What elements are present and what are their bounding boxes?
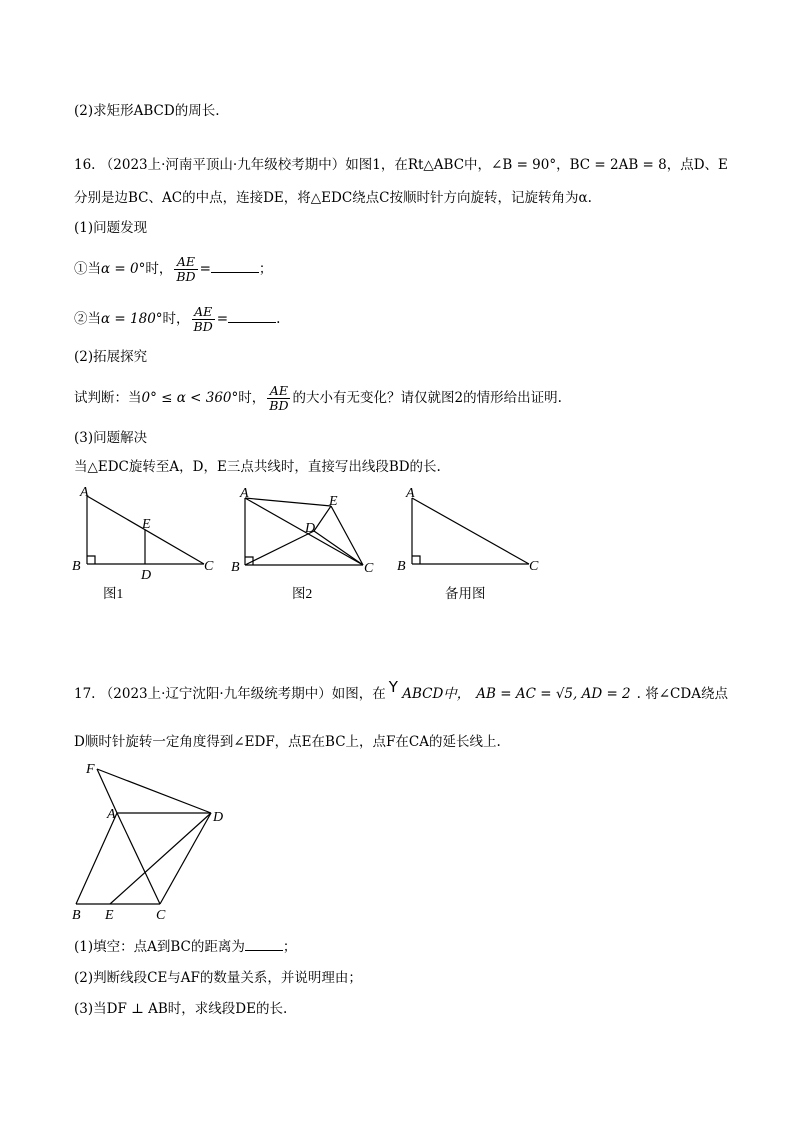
q16-intro-1: 如图1，在Rt△ABC中，∠B = 90°，BC = 2AB = 8，点D、E — [345, 157, 728, 173]
label-e: E — [329, 494, 338, 509]
label-b: B — [397, 559, 406, 574]
q16-intro-line2: 分别是边BC、AC的中点，连接DE，将△EDC绕点C按顺时针方向旋转，记旋转角为α. — [74, 190, 592, 206]
q17-source: （2023上·辽宁沈阳·九年级统考期中） — [99, 686, 332, 702]
label-d: D — [213, 810, 224, 825]
q17-intro-line2: D顺时针旋转一定角度得到∠EDF，点E在BC上，点F在CA的延长线上. — [74, 734, 501, 750]
label-b: B — [72, 908, 81, 922]
figure-2 — [228, 484, 388, 609]
q15-part2: (2)求矩形ABCD的周长. — [74, 103, 220, 119]
label-a: A — [80, 485, 89, 500]
label-c: C — [204, 559, 214, 574]
label-c: C — [364, 561, 374, 576]
parallelogram-symbol: Y — [388, 678, 398, 696]
q17-part2: (2)判断线段CE与AF的数量关系，并说明理由； — [74, 970, 362, 986]
q17-number: 17. — [74, 686, 96, 702]
label-c: C — [156, 908, 166, 922]
label-a: A — [406, 486, 415, 501]
label-d: D — [141, 568, 152, 583]
q16-source: （2023上·河南平顶山·九年级校考期中） — [99, 157, 346, 173]
q16-intro-line1 — [74, 155, 728, 175]
q16-part3-title: (3)问题解决 — [74, 430, 148, 446]
q17-part1: (1)填空：点A到BC的距离为 ； — [74, 939, 297, 955]
q16-part2-title: (2)拓展探究 — [74, 349, 148, 365]
answer-blank[interactable] — [245, 938, 283, 951]
q16-part3-text: 当△EDC旋转至A，D，E三点共线时，直接写出线段BD的长. — [74, 459, 441, 475]
label-d: D — [305, 521, 316, 536]
q16-part2-text: 试判断：当0° ≤ α < 360°时， $\frac{AE}{BD}$ 的大小有无变化？请仅就图2的情形给出证明. — [74, 383, 562, 413]
label-e: E — [105, 908, 114, 922]
q16-part1-item2: ②当α = 180°时， $\frac{AE}{BD}$ = . — [74, 304, 281, 334]
figure-1 — [70, 484, 230, 609]
fraction-ae-bd: $\frac{AE}{BD}$ — [176, 254, 196, 284]
label-b: B — [72, 559, 81, 574]
q16-part1-item1: ①当α = 0°时， $\frac{AE}{BD}$ = ； — [74, 254, 273, 284]
label-a: A — [107, 807, 116, 822]
caption-fig2: 图2 — [292, 586, 313, 601]
label-e: E — [142, 517, 151, 532]
figure-spare — [395, 484, 555, 609]
label-f: F — [86, 762, 95, 777]
q16-part1-title: (1)问题发现 — [74, 220, 148, 236]
answer-blank[interactable] — [211, 260, 259, 273]
label-a: A — [240, 486, 249, 501]
q17-intro-line1: 17. （2023上·辽宁沈阳·九年级统考期中）如图，在 Y ABCD中， AB = AC = √5, AD = 2 . 将∠CDA绕点 — [74, 678, 728, 702]
figure-q17 — [70, 756, 240, 922]
q16-number: 16. — [74, 157, 96, 173]
fraction-ae-bd: $\frac{AE}{BD}$ — [269, 383, 289, 413]
fraction-ae-bd: $\frac{AE}{BD}$ — [193, 304, 213, 334]
answer-blank[interactable] — [228, 310, 276, 323]
label-b: B — [231, 560, 240, 575]
caption-fig1: 图1 — [103, 586, 124, 601]
caption-spare: 备用图 — [445, 586, 486, 601]
label-c: C — [529, 559, 539, 574]
q17-part3: (3)当DF ⊥ AB时，求线段DE的长. — [74, 1001, 288, 1017]
